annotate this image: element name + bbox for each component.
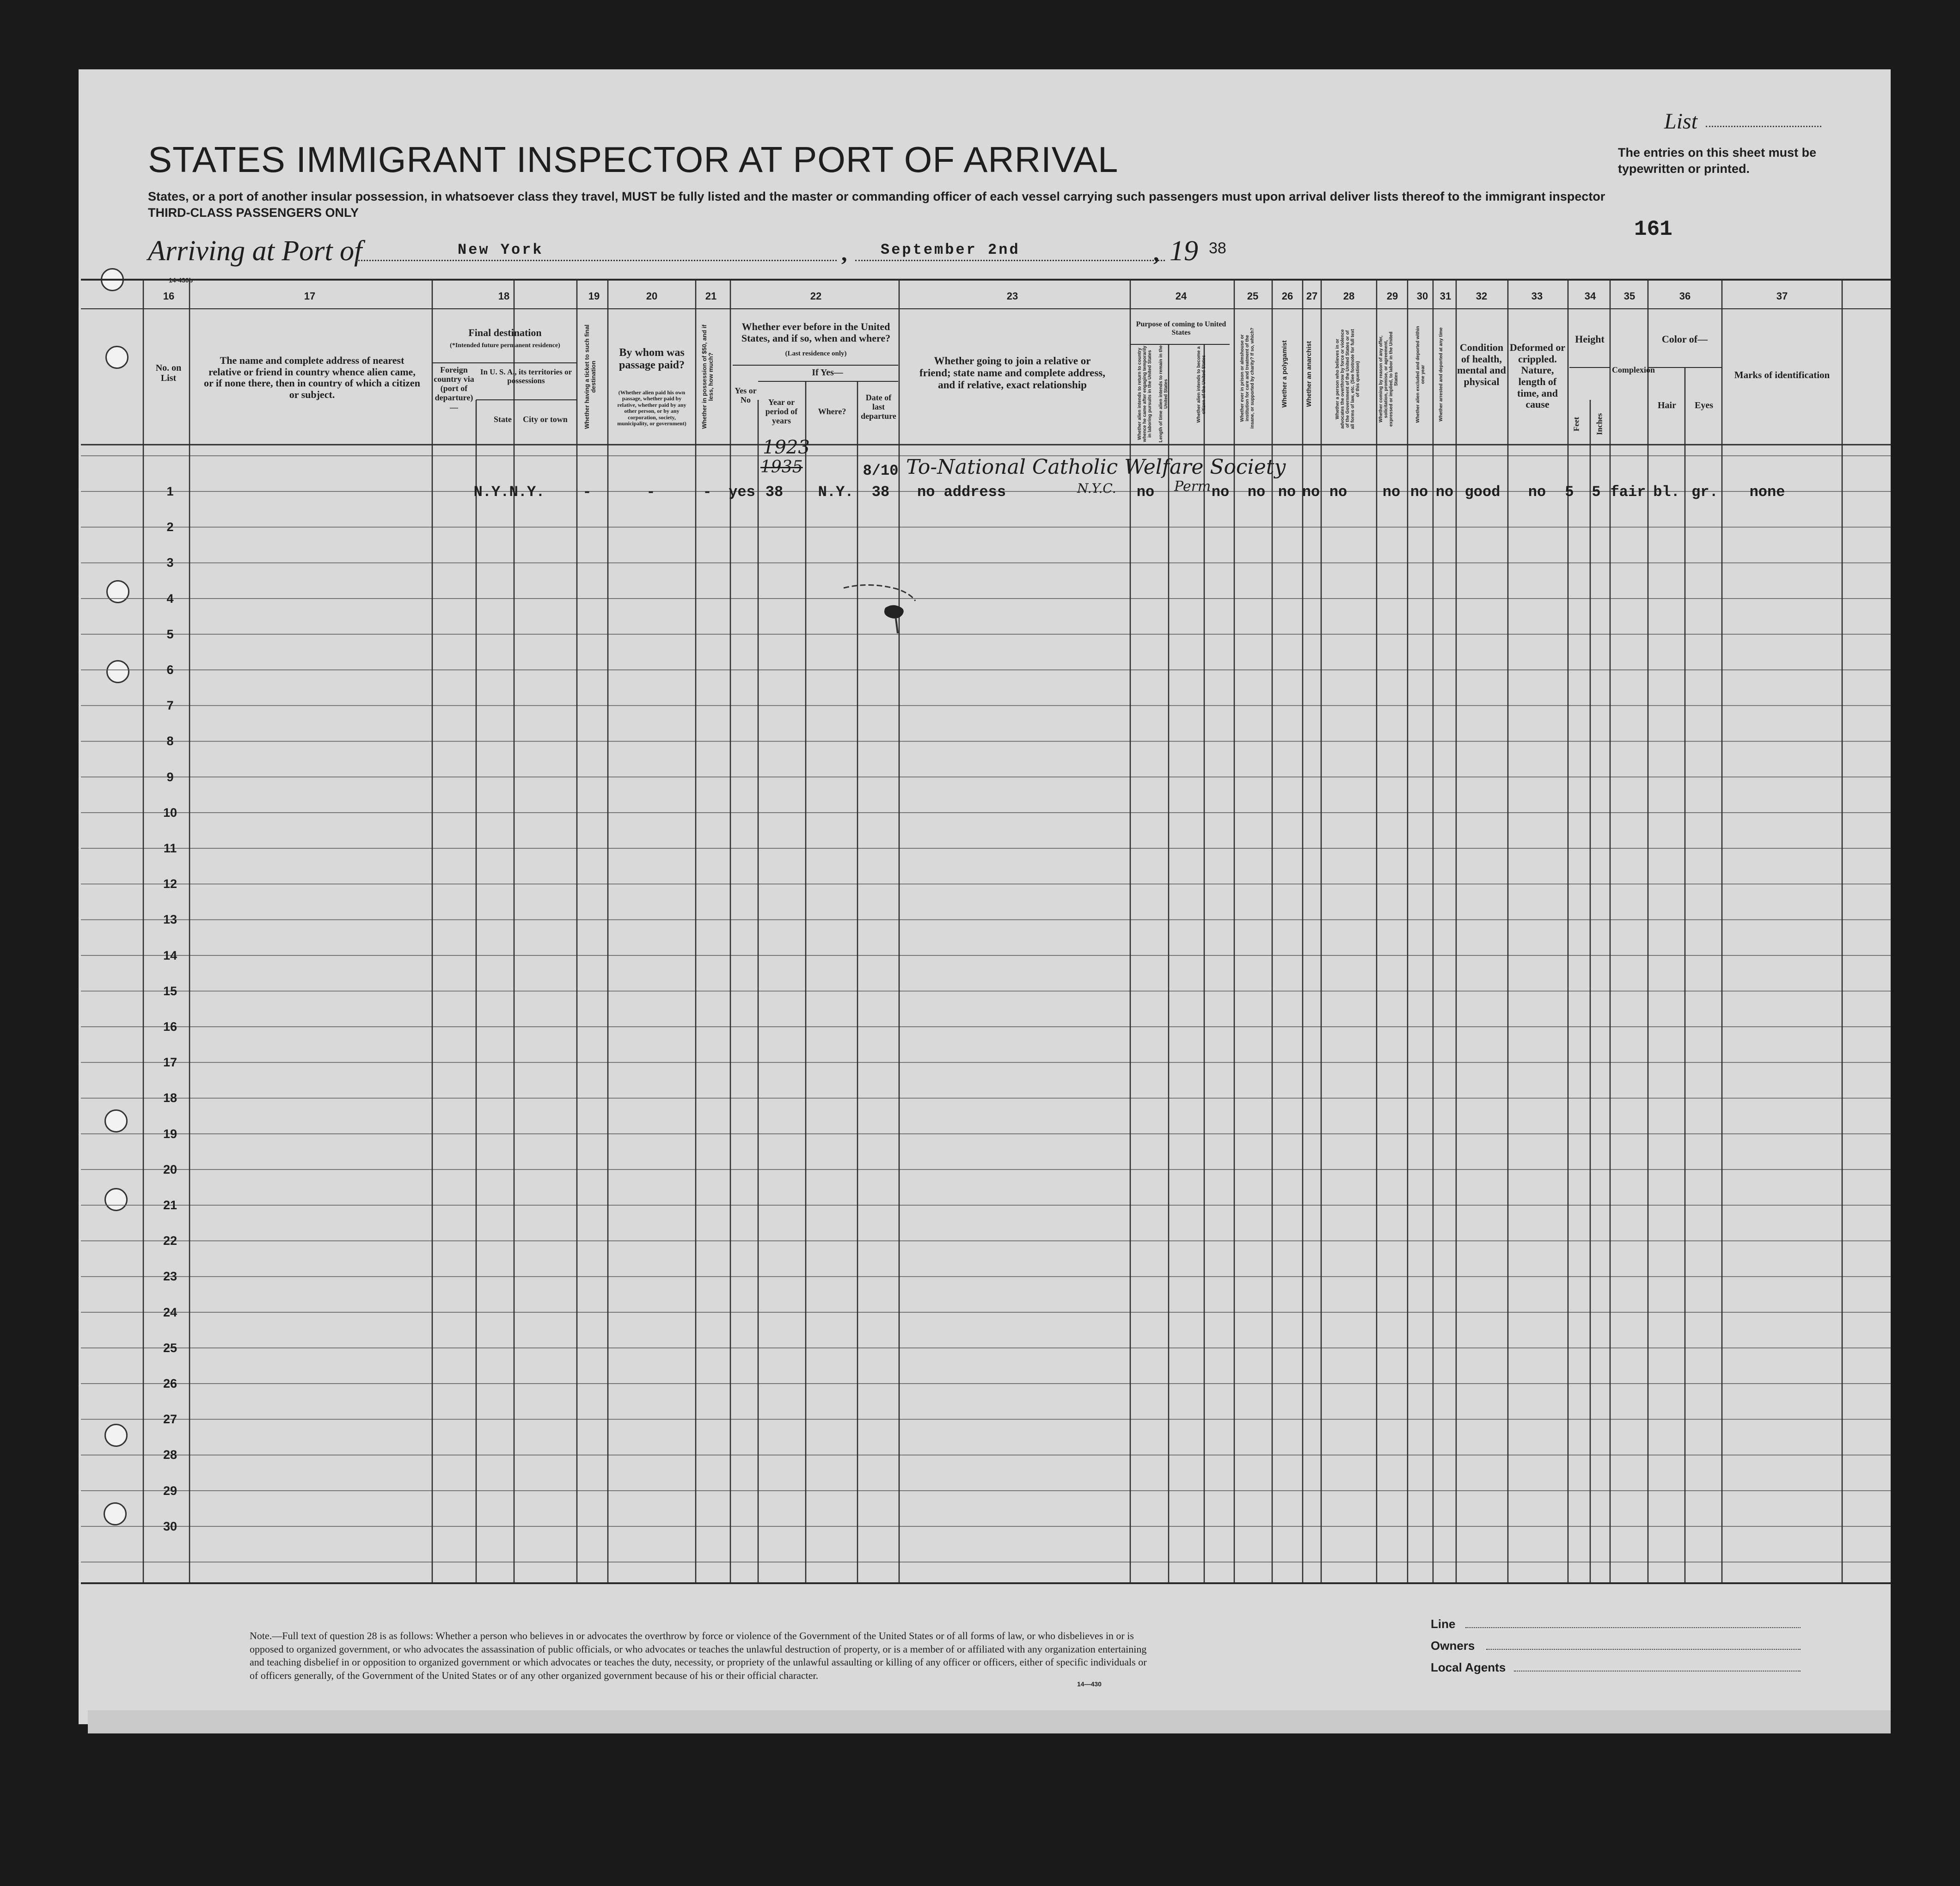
row-number: 4 [166, 591, 174, 606]
row-number: 7 [166, 698, 174, 713]
year-value[interactable]: 38 [1209, 239, 1226, 257]
row-number: 19 [163, 1127, 178, 1141]
row1-date-depart-1[interactable]: 8/10 [863, 462, 899, 479]
header-relative-address: The name and complete address of nearest relative or friend in country whence alien came, or if none there, then in country of which a citizen or subject. [204, 355, 420, 400]
row1-deformed[interactable]: no [1528, 484, 1546, 501]
header-money: Whether in possession of $50, and if less, how much? [701, 325, 715, 429]
owners-field[interactable] [1486, 1649, 1801, 1650]
row-number: 12 [163, 877, 178, 891]
col-num-28: 28 [1343, 290, 1355, 302]
row1-anarchist[interactable]: no [1302, 484, 1320, 501]
row1-join-typed[interactable]: no address [917, 484, 1006, 501]
ink-blot-icon [841, 582, 925, 647]
header-state: State [494, 415, 512, 424]
port-value[interactable]: New York [458, 241, 544, 258]
header-deformed: Deformed or crippled. Nature, length of time, and cause [1509, 342, 1566, 410]
row-number: 15 [163, 984, 178, 998]
header-date-departure: Date of last departure [861, 393, 896, 421]
header-question-28: Whether a person who believes in or advocates the overthrow by force or violence of the Government of the United States or of all forms of law, etc. (See footnote for full text of this question) [1335, 329, 1360, 429]
row-number: 20 [163, 1162, 178, 1176]
row-number: 9 [166, 770, 174, 784]
local-agents-field[interactable] [1514, 1671, 1801, 1672]
header-inches: Inches [1595, 413, 1604, 435]
owners-label: Owners [1431, 1639, 1475, 1653]
header-been-before-note: (Last residence only) [785, 350, 847, 357]
row1-where[interactable]: N.Y. [818, 484, 854, 501]
header-no-on-list: No. on List [155, 363, 182, 384]
col-num-17: 17 [304, 290, 316, 302]
row1-excluded[interactable]: no [1410, 484, 1428, 501]
col-num-32: 32 [1476, 290, 1488, 302]
arrival-date[interactable]: September 2nd [881, 241, 1020, 258]
header-complexion: Complexion [1612, 365, 1655, 374]
header-ticket: Whether having a ticket to such final destination [583, 324, 597, 429]
row-number: 14 [163, 948, 178, 962]
row-number: 16 [163, 1020, 178, 1034]
row1-health[interactable]: good [1464, 484, 1501, 501]
form-class-note: THIRD-CLASS PASSENGERS ONLY [148, 206, 359, 220]
line-field[interactable] [1465, 1627, 1801, 1628]
arriving-label: Arriving at Port of [148, 235, 362, 267]
col-num-33: 33 [1531, 290, 1543, 302]
col-num-37: 37 [1776, 290, 1788, 302]
header-color-of: Color of— [1661, 333, 1708, 345]
col-num-24: 24 [1175, 290, 1187, 302]
row-number: 27 [163, 1412, 178, 1427]
header-join-relative: Whether going to join a relative or friend; state name and complete address, and if relative, exact relationship [919, 355, 1106, 391]
header-where: Where? [818, 407, 846, 416]
row-number: 1 [166, 484, 174, 498]
row1-state[interactable]: N.Y. [473, 484, 509, 501]
header-final-destination-note: (*Intended future permanent residence) [450, 342, 560, 349]
col-num-23: 23 [1006, 290, 1018, 302]
form-code-bottom: 14—430 [1077, 1680, 1102, 1688]
row1-purpose-return[interactable]: no [1136, 484, 1155, 501]
col-num-21: 21 [705, 290, 717, 302]
row1-join-handwritten-2: N.Y.C. [1077, 481, 1116, 496]
entries-instruction: The entries on this sheet must be typewritten or printed. [1618, 146, 1817, 176]
header-purpose-citizen: Whether alien intends to become a citizen of the United States [1196, 346, 1207, 423]
year-prefix: 19 [1170, 235, 1198, 267]
row1-arrested[interactable]: no [1435, 484, 1454, 501]
row1-purpose-length: Perm [1174, 478, 1211, 495]
header-feet: Feet [1572, 416, 1581, 432]
row1-feet[interactable]: 5 [1565, 484, 1574, 501]
row-number: 21 [163, 1198, 178, 1212]
row-number: 10 [163, 805, 178, 820]
local-agents-label: Local Agents [1431, 1660, 1506, 1674]
header-eyes: Eyes [1695, 400, 1713, 410]
row1-question-28[interactable]: no [1329, 484, 1348, 501]
header-health: Condition of health, mental and physical [1457, 342, 1506, 387]
header-been-before: Whether ever before in the United States, and if so, when and where? [741, 321, 891, 344]
list-label: List [1664, 109, 1698, 134]
row-number: 6 [166, 663, 174, 677]
row1-been-before[interactable]: yes [729, 484, 755, 501]
row-number: 22 [163, 1234, 178, 1248]
form-subtitle: States, or a port of another insular possession, in whatsoever class they travel, MUST be fully listed and the master or commanding officer of each vessel carrying such passengers must upon arrival deliver lists thereof to the immigrant inspector [148, 190, 1605, 203]
row1-year-handwritten-1: 1923 [763, 437, 810, 458]
row1-ticket[interactable]: - [582, 484, 592, 501]
row-number: 29 [163, 1483, 178, 1498]
form-title: STATES IMMIGRANT INSPECTOR AT PORT OF ARRIVAL [148, 139, 1119, 180]
header-foreign-country: Foreign country via (port of departure)— [434, 365, 474, 412]
row1-hair[interactable]: bl. [1653, 484, 1680, 501]
header-city: City or town [523, 415, 568, 424]
row-number: 24 [163, 1305, 178, 1319]
row1-year-handwritten-2: 1935 [760, 458, 803, 477]
header-usa-territories: In U. S. A., its territories or possessions [480, 367, 572, 386]
row-number: 25 [163, 1341, 178, 1355]
sheet-number: 161 [1634, 217, 1672, 241]
header-polygamist: Whether a polygamist [1280, 340, 1288, 408]
row1-eyes[interactable]: gr. [1691, 484, 1718, 501]
col-num-25: 25 [1247, 290, 1259, 302]
row1-prison[interactable]: no [1247, 484, 1266, 501]
row-number: 23 [163, 1269, 178, 1284]
header-final-destination: Final destination [468, 327, 542, 338]
col-num-29: 29 [1386, 290, 1398, 302]
header-passage-paid: By whom was passage paid? [619, 347, 685, 371]
header-purpose: Purpose of coming to United States [1136, 320, 1226, 337]
row1-money[interactable]: - [703, 484, 712, 501]
header-year: Year or period of years [765, 398, 798, 426]
row-number: 28 [163, 1448, 178, 1462]
row-number: 8 [166, 734, 174, 748]
row-number: 17 [163, 1055, 178, 1070]
header-purpose-length: Length of time alien intends to remain in the United States [1158, 345, 1169, 443]
row-number: 26 [163, 1377, 178, 1390]
col-num-31: 31 [1439, 290, 1452, 302]
row1-marks[interactable]: none [1749, 484, 1785, 501]
row-number: 11 [163, 841, 177, 855]
header-anarchist: Whether an anarchist [1305, 341, 1312, 407]
row-number: 30 [163, 1519, 178, 1533]
col-num-18: 18 [498, 290, 510, 302]
col-num-36: 36 [1679, 290, 1691, 302]
header-labor-offer: Whether coming by reason of any offer, solicitation, promise, or agreement, expressed or implied, to labor in the United States [1378, 331, 1399, 427]
col-num-35: 35 [1623, 290, 1635, 302]
col-num-27: 27 [1306, 290, 1318, 302]
row1-date-depart-2[interactable]: 38 [871, 484, 890, 501]
header-marks: Marks of identification [1734, 369, 1830, 380]
row1-passage-paid[interactable]: - [646, 484, 655, 501]
header-hair: Hair [1658, 400, 1676, 410]
col-num-19: 19 [588, 290, 600, 302]
line-label: Line [1431, 1617, 1456, 1631]
row1-city[interactable]: N.Y. [509, 484, 545, 501]
row-number: 3 [166, 556, 174, 570]
row1-year-typed[interactable]: 38 [765, 484, 784, 501]
header-purpose-return: Whether alien intends to return to country whence he came after engaging temporarily in laboring pursuits in the United States [1137, 345, 1152, 442]
header-prison: Whether ever in prison or almshouse or institution for care and treatment of the insane, or supported by charity? If so, which? [1240, 327, 1255, 429]
col-num-30: 30 [1416, 290, 1428, 302]
header-passage-paid-note: (Whether alien paid his own passage, whether paid by relative, whether paid by any other person, or by any corporation, society, municipality, or government) [617, 389, 686, 427]
col-num-22: 22 [810, 290, 822, 302]
col-num-16: 16 [163, 290, 175, 302]
col-num-34: 34 [1584, 290, 1596, 302]
form-code-top: 14-430b [169, 276, 193, 284]
row-number: 2 [166, 520, 174, 534]
header-height: Height [1575, 333, 1605, 345]
header-if-yes: If Yes— [812, 367, 843, 378]
row-number: 18 [163, 1091, 178, 1105]
row1-labor-offer[interactable]: no [1382, 484, 1401, 501]
col-num-20: 20 [646, 290, 658, 302]
footnote-question-28: Note.—Full text of question 28 is as follows: Whether a person who believes in or advocates the overthrow by force or violence of the Government of the United States or of all forms of law, or who disbelieves in or is opposed to organized government, or who advocates the assassination of public officials, or who advocates or teaches the unlawful destruction of property, or is a member of or affiliated with any organization entertaining and teaching disbelief in or opposition to organized government or which advocates or teaches the duty, necessity, or propriety of the unlawful assaulting or killing of any officer or officers, either of specific individuals or of officers generally, of the Government of the United States or of any other organized government because of his or their official character. [250, 1630, 1147, 1681]
row-number: 5 [166, 627, 174, 641]
row1-polygamist[interactable]: no [1278, 484, 1296, 501]
header-arrested: Whether arrested and deported at any time [1439, 327, 1444, 422]
col-num-26: 26 [1281, 290, 1293, 302]
header-excluded: Whether alien excluded and deported within one year [1415, 326, 1426, 423]
row1-purpose-citizen[interactable]: no [1211, 484, 1230, 501]
row1-inches[interactable]: 5 [1592, 484, 1601, 501]
row1-join-handwritten: To-National Catholic Welfare Society [906, 455, 1286, 479]
row1-complexion[interactable]: fair [1610, 484, 1646, 501]
row-number: 13 [163, 912, 178, 927]
header-yes-no: Yes or No [735, 386, 757, 405]
